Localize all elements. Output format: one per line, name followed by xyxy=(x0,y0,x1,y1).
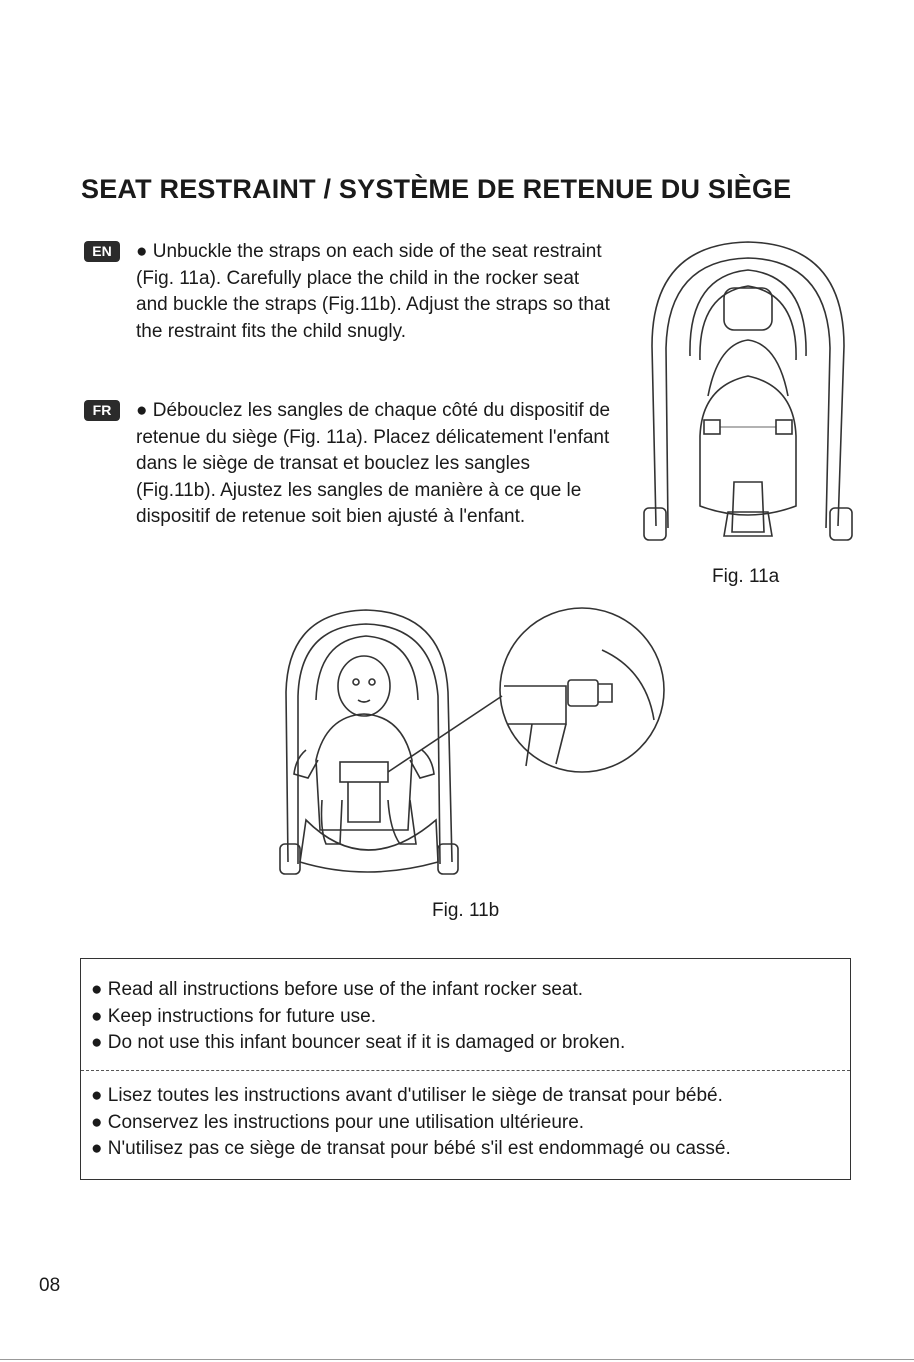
safety-notice-box xyxy=(80,958,851,1180)
instruction-text-fr: ● Débouclez les sangles de chaque côté du dispositif de retenue du siège (Fig. 11a). Placez délicatement l'enfant dans le siège de transat et bouclez les sangles (Fig.11b). Ajustez les sangles de manière à ce que le dispositif de retenue soit bien ajusté à l'enfant. xyxy=(136,400,611,527)
dashed-divider xyxy=(81,1070,850,1071)
notice-item: ● N'utilisez pas ce siège de transat pour bébé s'il est endommagé ou cassé. xyxy=(91,1138,731,1159)
page-number: 08 xyxy=(39,1275,61,1296)
notice-list-fr xyxy=(81,1083,731,1163)
notice-item: ● Lisez toutes les instructions avant d'utiliser le siège de transat pour bébé. xyxy=(91,1085,723,1106)
instruction-text-en: ● Unbuckle the straps on each side of the seat restraint (Fig. 11a). Carefully place the child in the rocker seat and buckle the straps (Fig.11b). Adjust the straps so that the restraint fits the child snugly. xyxy=(136,241,610,342)
language-badge-fr: FR xyxy=(84,400,120,421)
language-badge-en: EN xyxy=(84,241,120,262)
page-title: SEAT RESTRAINT / SYSTÈME DE RETENUE DU SIÈGE xyxy=(81,174,792,204)
notice-item: ● Keep instructions for future use. xyxy=(91,1005,377,1027)
notice-item: ● Conservez les instructions pour une utilisation ultérieure. xyxy=(91,1111,585,1133)
fig-11b-child-in-seat-illustration xyxy=(276,600,672,882)
fig-11b-caption: Fig. 11b xyxy=(432,900,500,921)
notice-item: ● Read all instructions before use of the infant rocker seat. xyxy=(91,979,584,1000)
notice-list-en xyxy=(81,977,625,1057)
fig-11a-caption: Fig. 11a xyxy=(712,566,780,587)
bottom-rule xyxy=(0,1359,914,1360)
notice-item: ● Do not use this infant bouncer seat if it is damaged or broken. xyxy=(91,1032,626,1053)
fig-11a-seat-illustration xyxy=(638,236,858,552)
